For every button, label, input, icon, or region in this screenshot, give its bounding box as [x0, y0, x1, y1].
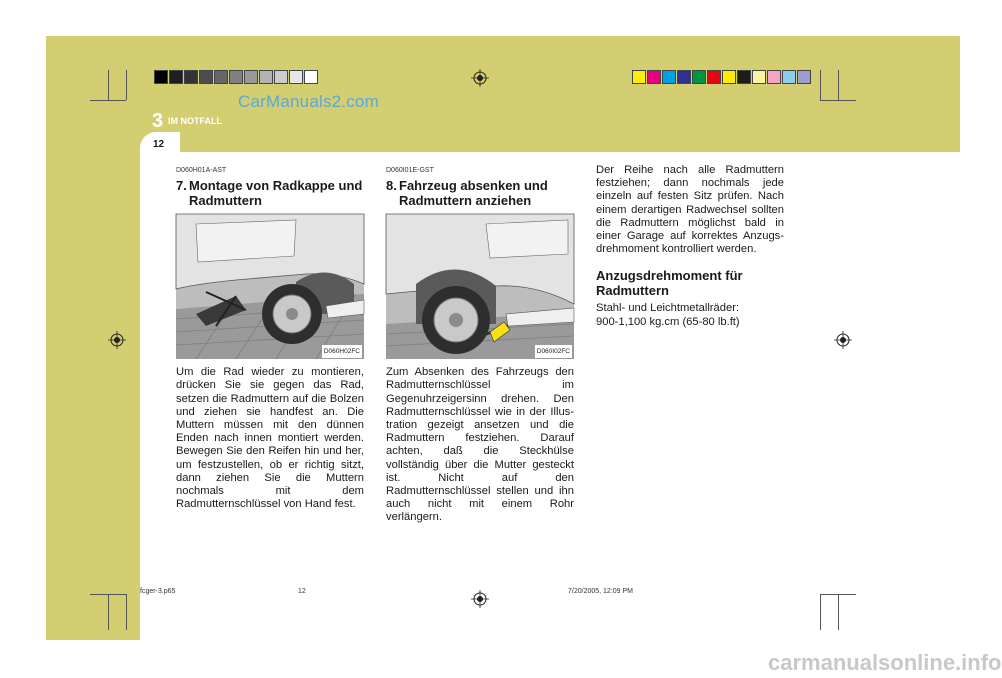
crop-mark: [820, 70, 821, 100]
gray-swatch: [184, 70, 198, 84]
gray-swatch: [154, 70, 168, 84]
crop-mark: [820, 594, 821, 630]
illustration-lug-wrench: [386, 214, 574, 359]
chapter-number: 3: [152, 110, 164, 132]
crop-mark: [126, 70, 127, 100]
footer-page: 12: [298, 588, 306, 595]
registration-mark-icon: [471, 590, 489, 608]
heading-number: 8.: [386, 178, 397, 194]
footer-timestamp: 7/20/2005, 12:09 PM: [568, 588, 633, 595]
gray-swatch: [289, 70, 303, 84]
registration-mark-icon: [108, 331, 126, 349]
gray-swatch: [199, 70, 213, 84]
section-body: Der Reihe nach alle Radmuttern festziehen; dann nochmals jede einzeln auf festen Sitz prüfen. Nach einem derartigen Radwechsel sollten die Radmuttern möglichst bald in einer Garage auf korrektes Anzugs-drehmoment kontrolliert werden.: [596, 164, 784, 256]
figure-code: D060I02FC: [535, 345, 572, 358]
crop-mark: [90, 594, 126, 595]
heading-text-continued: Radmuttern: [189, 193, 262, 209]
registration-mark-icon: [471, 69, 489, 87]
torque-spec-label: Stahl- und Leichtmetallräder:: [596, 302, 740, 315]
gray-swatch: [229, 70, 243, 84]
color-swatch: [707, 70, 721, 84]
crop-mark: [108, 70, 109, 100]
figure-code: D060H02FC: [322, 345, 362, 358]
car-jack-illustration-icon: [176, 214, 364, 359]
heading-text: Montage von Radkappe und: [189, 178, 363, 194]
section-body: Um die Rad wieder zu montieren, drücken Sie sie gegen das Rad, setzen die Radmuttern auf die Bolzen und ziehen sie handfest an. Die Muttern müssen mit den dünnen Enden nach innen montiert werden. Bewegen Sie den Reifen hin und her, um festzustellen, ob er richtig sitzt, dann ziehen Sie die Muttern nochmals mit dem Radmutternschlüssel von Hand fest.: [176, 366, 364, 511]
section-wheel-mounting: [176, 164, 364, 511]
crop-mark: [126, 594, 127, 630]
lug-wrench-illustration-icon: [386, 214, 574, 359]
cmyk-color-bar: [632, 70, 812, 84]
section-code: D060H01A-AST: [176, 167, 227, 174]
gray-swatch: [169, 70, 183, 84]
torque-spec-value: 900-1,100 kg.cm (65-80 lb.ft): [596, 315, 740, 328]
section-heading: [386, 178, 574, 208]
registration-mark-icon: [834, 331, 852, 349]
crop-mark: [838, 594, 839, 630]
section-body: Zum Absenken des Fahrzeugs den Radmutternschlüssel im Gegenuhrzeigersinn drehen. Den Radmutternschlüssel wie in der Illus-tration gezeigt ansetzen und die Radmuttern festziehen. Darauf achten, daß die Steckhülse vollständig über die Mutter gesteckt ist. Nicht auf den Radmutternschlüssel stellen und ihn auch nicht mit einem Rohr verlängern.: [386, 366, 574, 524]
torque-heading: Anzugsdrehmoment für Radmuttern: [596, 268, 743, 299]
gray-swatch: [244, 70, 258, 84]
heading-text-continued: Radmuttern anziehen: [399, 193, 532, 209]
color-swatch: [797, 70, 811, 84]
crop-mark: [90, 100, 126, 101]
watermark-link[interactable]: CarManuals2.com: [238, 92, 379, 111]
color-swatch: [677, 70, 691, 84]
illustration-jack-wheel: [176, 214, 364, 359]
color-swatch: [722, 70, 736, 84]
section-lower-vehicle: [386, 164, 574, 525]
crop-mark: [108, 594, 109, 630]
section-code: D060I01E-GST: [386, 167, 434, 174]
color-swatch: [782, 70, 796, 84]
crop-mark: [820, 594, 856, 595]
color-swatch: [737, 70, 751, 84]
gray-swatch: [274, 70, 288, 84]
gray-swatch: [214, 70, 228, 84]
color-swatch: [662, 70, 676, 84]
heading-text: Fahrzeug absenken und: [399, 178, 548, 194]
gray-swatch: [259, 70, 273, 84]
heading-number: 7.: [176, 178, 187, 194]
color-swatch: [767, 70, 781, 84]
page-number: 12: [153, 139, 165, 150]
section-heading: [176, 178, 364, 208]
section-torque: [596, 164, 784, 329]
color-swatch: [752, 70, 766, 84]
chapter-title: IM NOTFALL: [168, 116, 222, 126]
watermark-link-bottom[interactable]: carmanualsonline.info: [768, 650, 1002, 675]
color-swatch: [647, 70, 661, 84]
color-swatch: [632, 70, 646, 84]
gray-swatch: [304, 70, 318, 84]
footer-file: fcger-3.p65: [140, 588, 176, 595]
crop-mark: [838, 70, 839, 100]
crop-mark: [820, 100, 856, 101]
gray-color-bar: [154, 70, 319, 84]
color-swatch: [692, 70, 706, 84]
